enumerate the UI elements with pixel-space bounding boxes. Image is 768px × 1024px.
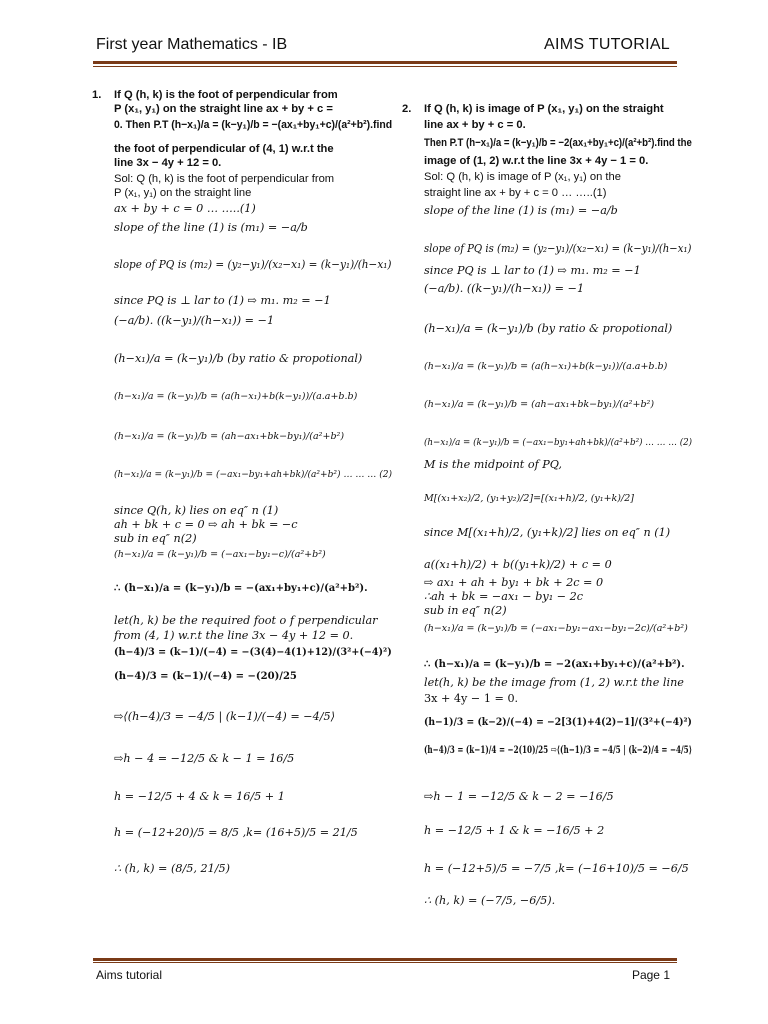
solution-line: M is the midpoint of PQ, bbox=[424, 458, 562, 471]
problem-number: 1. bbox=[92, 89, 102, 101]
solution-line: (h−x₁)/a = (k−y₁)/b = (ah−ax₁+bk−by₁)/(a²+b²) bbox=[114, 431, 345, 442]
solution-line: slope of PQ is (m₂) = (y₂−y₁)/(x₂−x₁) = (k−y₁)/(h−x₁) bbox=[424, 242, 692, 255]
solution-line: 0. Then P.T (h−x₁)/a = (k−y₁)/b = −(ax₁+by₁+c)/(a²+b²).find bbox=[114, 119, 393, 131]
solution-line: ⇨⟨(h−4)/3 = −4/5 | (k−1)/(−4) = −4/5⟩ bbox=[114, 710, 336, 723]
footer-label: Aims tutorial bbox=[96, 968, 163, 982]
solution-line: slope of PQ is (m₂) = (y₂−y₁)/(x₂−x₁) = (k−y₁)/(h−x₁) bbox=[114, 258, 392, 271]
solution-line: (h−4)/3 = (k−1)/(−4) = −(20)/25 bbox=[114, 671, 297, 682]
solution-line: from (4, 1) w.r.t the line 3x − 4y + 12 = 0. bbox=[114, 629, 354, 642]
solution-line: ∴ (h, k) = (−7/5, −6/5). bbox=[424, 894, 556, 907]
solution-line: M[(x₁+x₂)/2, (y₁+y₂)/2]=[(x₁+h)/2, (y₁+k)/2] bbox=[424, 493, 634, 504]
solution-line: h = (−12+20)/5 = 8/5 ,k= (16+5)/5 = 21/5 bbox=[114, 826, 358, 839]
solution-line: h = −12/5 + 4 & k = 16/5 + 1 bbox=[114, 790, 285, 803]
solution-line: ⇨ ax₁ + ah + by₁ + bk + 2c = 0 bbox=[424, 576, 604, 589]
solution-line: ∴ (h−x₁)/a = (k−y₁)/b = −(ax₁+by₁+c)/(a²+b²). bbox=[114, 583, 368, 594]
solution-line: slope of the line (1) is (m₁) = −a/b bbox=[424, 204, 618, 217]
solution-line: line ax + by + c = 0. bbox=[424, 119, 526, 131]
solution-line: line 3x − 4y + 12 = 0. bbox=[114, 157, 222, 169]
solution-line: (h−x₁)/a = (k−y₁)/b = (−ax₁−by₁+ah+bk)/(a²+b²) … … … (2) bbox=[424, 437, 693, 448]
solution-line: straight line ax + by + c = 0 … …..(1) bbox=[424, 187, 607, 199]
solution-line: (h−x₁)/a = (k−y₁)/b = (a(h−x₁)+b(k−y₁))/(a.a+b.b) bbox=[114, 391, 358, 402]
solution-line: ∴ah + bk = −ax₁ − by₁ − 2c bbox=[424, 590, 584, 603]
solution-line: h = (−12+5)/5 = −7/5 ,k= (−16+10)/5 = −6/5 bbox=[424, 862, 689, 875]
solution-line: P (x₁, y₁) on the straight line bbox=[114, 187, 252, 199]
solution-line: Sol: Q (h, k) is image of P (x₁, y₁) on the bbox=[424, 171, 621, 183]
solution-line: P (x₁, y₁) on the straight line ax + by + c = bbox=[114, 103, 333, 115]
solution-line: (h−x₁)/a = (k−y₁)/b = (−ax₁−by₁−ax₁−by₁−2c)/(a²+b²) bbox=[424, 623, 688, 634]
footer-rule-thin bbox=[93, 962, 677, 963]
solution-line: (h−4)/3 = (k−1)/4 = −2(10)/25 ⇨⟨(h−1)/3 = −4/5 | (k−2)/4 = −4/5⟩ bbox=[424, 745, 692, 756]
solution-line: ∴ (h−x₁)/a = (k−y₁)/b = −2(ax₁+by₁+c)/(a²+b²). bbox=[424, 659, 685, 670]
solution-line: since PQ is ⊥ lar to (1) ⇨ m₁. m₂ = −1 bbox=[424, 264, 641, 277]
solution-line: a((x₁+h)/2) + b((y₁+k)/2) + c = 0 bbox=[424, 558, 612, 571]
solution-line: 3x + 4y − 1 = 0. bbox=[424, 692, 519, 705]
solution-line: h = −12/5 + 1 & k = −16/5 + 2 bbox=[424, 824, 605, 837]
footer-rule bbox=[93, 958, 677, 961]
solution-line: image of (1, 2) w.r.t the line 3x + 4y − 1 = 0. bbox=[424, 155, 649, 167]
solution-line: (h−x₁)/a = (k−y₁)/b (by ratio & propotional) bbox=[424, 322, 673, 335]
solution-line: since PQ is ⊥ lar to (1) ⇨ m₁. m₂ = −1 bbox=[114, 294, 331, 307]
header-brand: AIMS TUTORIAL bbox=[543, 36, 670, 53]
solution-line: Sol: Q (h, k) is the foot of perpendicular from bbox=[114, 173, 335, 185]
solution-line: sub in eq″ n(2) bbox=[114, 532, 197, 545]
solution-line: ax + by + c = 0 … …..(1) bbox=[114, 202, 256, 215]
solution-line: ah + bk + c = 0 ⇨ ah + bk = −c bbox=[114, 518, 298, 531]
solution-line: let(h, k) be the image from (1, 2) w.r.t the line bbox=[424, 676, 684, 689]
solution-line: since Q(h, k) lies on eq″ n (1) bbox=[114, 504, 279, 517]
solution-line: (h−4)/3 = (k−1)/(−4) = −(3(4)−4(1)+12)/(3²+(−4)²) bbox=[114, 647, 392, 658]
solution-line: (h−x₁)/a = (k−y₁)/b = (−ax₁−by₁−c)/(a²+b²) bbox=[114, 549, 326, 560]
solution-line: the foot of perpendicular of (4, 1) w.r.t the bbox=[114, 143, 334, 155]
solution-line: slope of the line (1) is (m₁) = −a/b bbox=[114, 221, 308, 234]
solution-line: If Q (h, k) is the foot of perpendicular from bbox=[114, 89, 338, 101]
header-title: First year Mathematics - IB bbox=[96, 36, 288, 53]
problem-number: 2. bbox=[402, 103, 412, 115]
solution-line: (h−x₁)/a = (k−y₁)/b (by ratio & propotional) bbox=[114, 352, 363, 365]
page-number: Page 1 bbox=[631, 968, 670, 982]
solution-line: (h−1)/3 = (k−2)/(−4) = −2[3(1)+4(2)−1]/(3²+(−4)²) bbox=[424, 717, 692, 728]
solution-line: since M[(x₁+h)/2, (y₁+k)/2] lies on eq″ n (1) bbox=[424, 526, 671, 539]
solution-line: Then P.T (h−x₁)/a = (k−y₁)/b = −2(ax₁+by₁+c)/(a²+b²).find the bbox=[424, 137, 692, 149]
solution-line: ⇨h − 1 = −12/5 & k − 2 = −16/5 bbox=[424, 790, 614, 803]
header-rule bbox=[93, 61, 677, 64]
solution-line: If Q (h, k) is image of P (x₁, y₁) on the straight bbox=[424, 103, 664, 115]
solution-line: (−a/b). ((k−y₁)/(h−x₁)) = −1 bbox=[424, 282, 585, 295]
solution-line: (h−x₁)/a = (k−y₁)/b = (a(h−x₁)+b(k−y₁))/(a.a+b.b) bbox=[424, 361, 668, 372]
solution-line: sub in eq″ n(2) bbox=[424, 604, 507, 617]
header-rule-thin bbox=[93, 66, 677, 67]
solution-line: ⇨h − 4 = −12/5 & k − 1 = 16/5 bbox=[114, 752, 295, 765]
solution-line: let(h, k) be the required foot o f perpendicular bbox=[114, 614, 378, 627]
solution-line: (h−x₁)/a = (k−y₁)/b = (−ax₁−by₁+ah+bk)/(a²+b²) … … … (2) bbox=[114, 469, 393, 480]
solution-line: (h−x₁)/a = (k−y₁)/b = (ah−ax₁+bk−by₁)/(a²+b²) bbox=[424, 399, 655, 410]
solution-line: (−a/b). ((k−y₁)/(h−x₁)) = −1 bbox=[114, 314, 275, 327]
solution-line: ∴ (h, k) = (8/5, 21/5) bbox=[114, 862, 230, 875]
